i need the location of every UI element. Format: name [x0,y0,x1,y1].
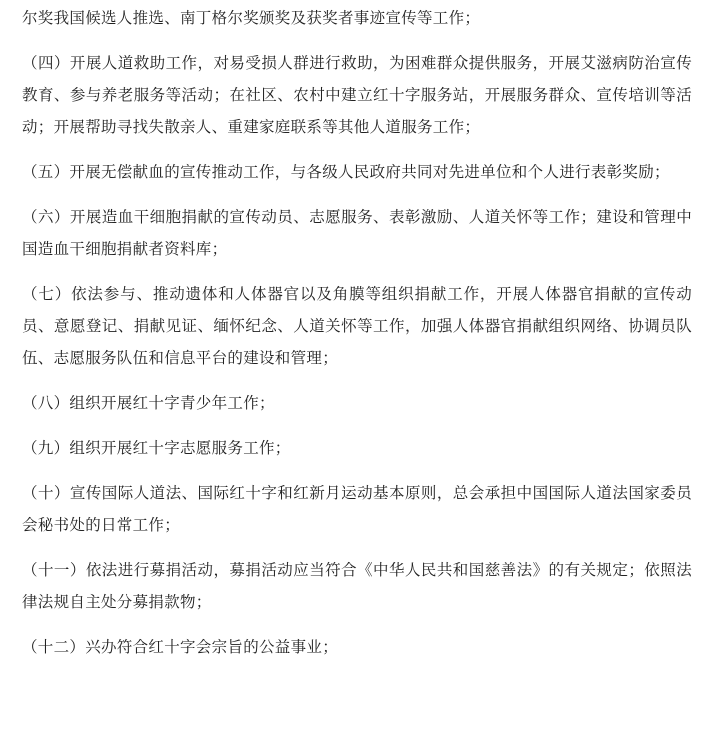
document-body [22,0,692,663]
paragraph-item-10: （十）宣传国际人道法、国际红十字和红新月运动基本原则，总会承担中国国际人道法国家委员会秘书处的日常工作； [22,484,692,534]
paragraph-item-8: （八）组织开展红十字青少年工作； [22,394,275,412]
paragraph-item-12: （十二）兴办符合红十字会宗旨的公益事业； [22,638,339,656]
paragraph-item-6: （六）开展造血干细胞捐献的宣传动员、志愿服务、表彰激励、人道关怀等工作；建设和管理中国造血干细胞捐献者资料库； [22,208,692,258]
paragraph-item-5: （五）开展无偿献血的宣传推动工作，与各级人民政府共同对先进单位和个人进行表彰奖励； [22,163,670,181]
paragraph-item-7: （七）依法参与、推动遗体和人体器官以及角膜等组织捐献工作，开展人体器官捐献的宣传动员、意愿登记、捐献见证、缅怀纪念、人道关怀等工作，加强人体器官捐献组织网络、协调员队伍、志愿服务队伍和信息平台的建设和管理； [22,285,692,367]
paragraph-item-9: （九）组织开展红十字志愿服务工作； [22,439,291,457]
paragraph-item-11: （十一）依法进行募捐活动，募捐活动应当符合《中华人民共和国慈善法》的有关规定；依照法律法规自主处分募捐款物； [22,561,692,611]
paragraph-nightingale-award: 尔奖我国候选人推选、南丁格尔奖颁奖及获奖者事迹宣传等工作； [22,9,481,27]
paragraph-item-4: （四）开展人道救助工作，对易受损人群进行救助，为困难群众提供服务，开展艾滋病防治宣传教育、参与养老服务等活动；在社区、农村中建立红十字服务站，开展服务群众、宣传培训等活动；开展帮助寻找失散亲人、重建家庭联系等其他人道服务工作； [22,54,692,136]
